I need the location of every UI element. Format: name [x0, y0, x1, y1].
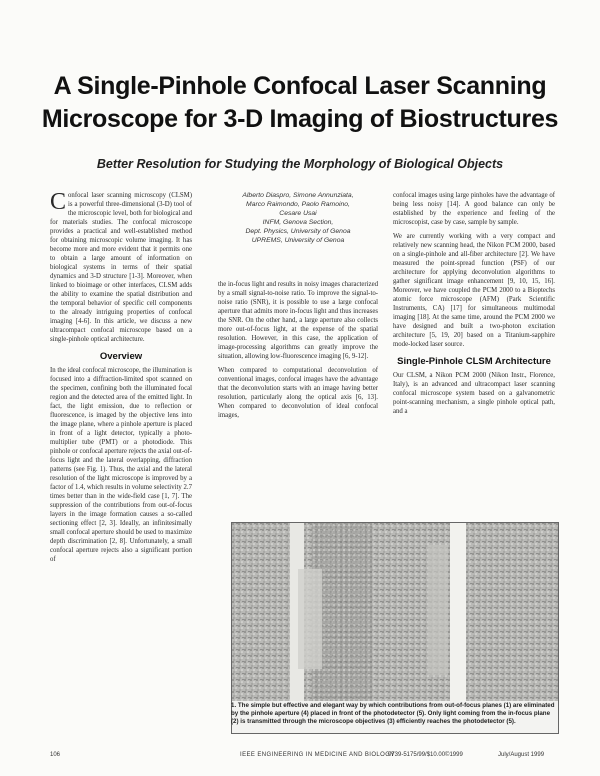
authors-line-2: Marco Raimondo, Paolo Ramoino, — [246, 201, 350, 208]
overview-paragraph: In the ideal confocal microscope, the illumination is focused into a diffraction-limited spot scanned on the specimen, confining both the illuminated focal region and the detected area of the emitted light. In fact, the light emission, due to reflection or fluorescence, is imaged by the objective lens into the image plane, where a pinhole aperture is placed in front of a light detector, typically a photo-multiplier tube (PMT) or a photodiode. This pinhole or confocal aperture rejects the axial out-of-focus light and the lateral overlapping, diffraction patterns (see Fig. 1). Thus, the axial and the lateral resolution of the light microscope is improved by a factor of 1.4, which results in volume selectivity 2.7 times better than in the wide-field case [1, 7]. The suppression of the contributions from out-of-focus layers in the image formation causes a so-called sectioning effect [2, 3]. Ideally, an infinitesimally small confocal aperture should be used to maximize depth discrimination [2, 8]. Unfortunately, a small confocal aperture rejects also a significant portion of — [50, 367, 192, 563]
intro-paragraph — [50, 191, 192, 344]
authors-line-3: Cesare Usai — [279, 210, 317, 217]
figure-caption: 1. The simple but effective and elegant way by which contributions from out-of-focus planes (1) are eliminated by the pinhole aperture (4) placed in front of the photodetector (5). Only light coming from the in-focus plane (2) is transmitted through the microscope objectives (3) efficiently reaches the photodetector (5). — [231, 702, 555, 725]
title-line-2: Microscope for 3-D Imaging of Biostructures — [41, 105, 559, 133]
journal-name: IEEE ENGINEERING IN MEDICINE AND BIOLOGY — [240, 752, 395, 758]
issn-line: 0739-5175/99/$10.00©1999 — [388, 752, 463, 758]
right-paragraph-1: confocal images using large pinholes have the advantage of being less noisy [14]. A good balance can only be established by the experience and feeling of the microscopist, case by case, sample by sample. — [393, 192, 555, 226]
column-left — [50, 191, 192, 569]
mid-paragraph-1: the in-focus light and results in noisy images characterized by a small signal-to-noise ratio. To improve the signal-to-noise ratio (SNR), it is possible to use a large confocal aperture that admits more in-focus light and thus increases the SNR. On the other hand, a large aperture also collects more out-of-focus light, at the expense of the spatial resolution. However, in this case, the application of image-processing algorithms can greatly improve the situation, allowing low-fluorescence imaging [6, 9-12]. — [218, 281, 378, 360]
title-line-1: A Single-Pinhole Confocal Laser Scanning — [53, 72, 547, 100]
right-paragraph-3: Our CLSM, a Nikon PCM 2000 (Nikon Instr., Florence, Italy), is an advanced and ultracompact laser scanning confocal microscope system based on a galvanometric point-scanning mechanism, a single pinhole optical path, and a — [393, 372, 555, 415]
drop-cap: C — [50, 189, 67, 215]
page-number: 106 — [50, 752, 61, 758]
column-middle — [218, 280, 378, 425]
article-title — [0, 70, 600, 136]
affiliation-line-2: Dept. Physics, University of Genoa — [245, 228, 351, 235]
column-right — [393, 191, 555, 421]
right-paragraph-2: We are currently working with a very compact and relatively new scanning head, the Nikon PCM 2000, based on a single-pinhole and all-fiber architecture [2]. We have measured the point-spread function (PSF) of our architecture for applying deconvolution algorithms to gather significant image enhancement [9, 10, 15, 16]. Moreover, we have coupled the PCM 2000 to a Bioptechs atomic force microscope (AFM) (Park Scientific Instruments, CA) [17] for simultaneous multimodal imaging [18]. At the same time, around the PCM 2000 we have designed and built a two-photon excitation architecture [5, 19, 20] based on a Titanium-sapphire mode-locked laser source. — [393, 233, 555, 348]
mid-paragraph-2: When compared to computational deconvolution of conventional images, confocal images have the advantage that the deconvolution starts with an image having better resolution, particularly along the optical axis [6, 13]. When compared to deconvolution of ideal confocal images, — [218, 367, 378, 419]
light-cone-right — [428, 545, 448, 675]
intro-text: onfocal laser scanning microscopy (CLSM) is a powerful three-dimensional (3-D) tool of the microscopic level, both for biological and for materials studies. The confocal microscope provides a practical and well-established method for obtaining microscopic volume imaging. It has become more and more evident that it permits one to obtain a large amount of information on biological systems in terms of their spatial dynamics and 3-D structure [1-3]. Moreover, when linked to bioimage or other interfaces, CLSM adds the ability to examine the spatial distribution and the temporal behavior of specific cell components to the already intriguing properties of confocal imaging [4-6]. In this article, we discuss a new ultracompact confocal microscope based on a single-pinhole optical architecture. — [50, 192, 192, 343]
section-heading-overview: Overview — [99, 351, 143, 362]
affiliation-line-1: INFM, Genova Section, — [262, 219, 334, 226]
vertical-white-bar-right — [450, 523, 466, 701]
figure-illustration — [232, 523, 558, 701]
light-cone-left — [298, 569, 322, 669]
author-affiliation — [218, 191, 378, 245]
authors-line-1: Alberto Diaspro, Simone Annunziata, — [242, 192, 354, 199]
affiliation-line-3: UPREMS, University of Genoa — [251, 237, 345, 244]
section-heading-architecture: Single-Pinhole CLSM Architecture — [397, 356, 551, 367]
issue-date: July/August 1999 — [498, 752, 545, 758]
article-subtitle: Better Resolution for Studying the Morphology of Biological Objects — [96, 157, 504, 171]
figure-background-texture — [232, 523, 558, 701]
